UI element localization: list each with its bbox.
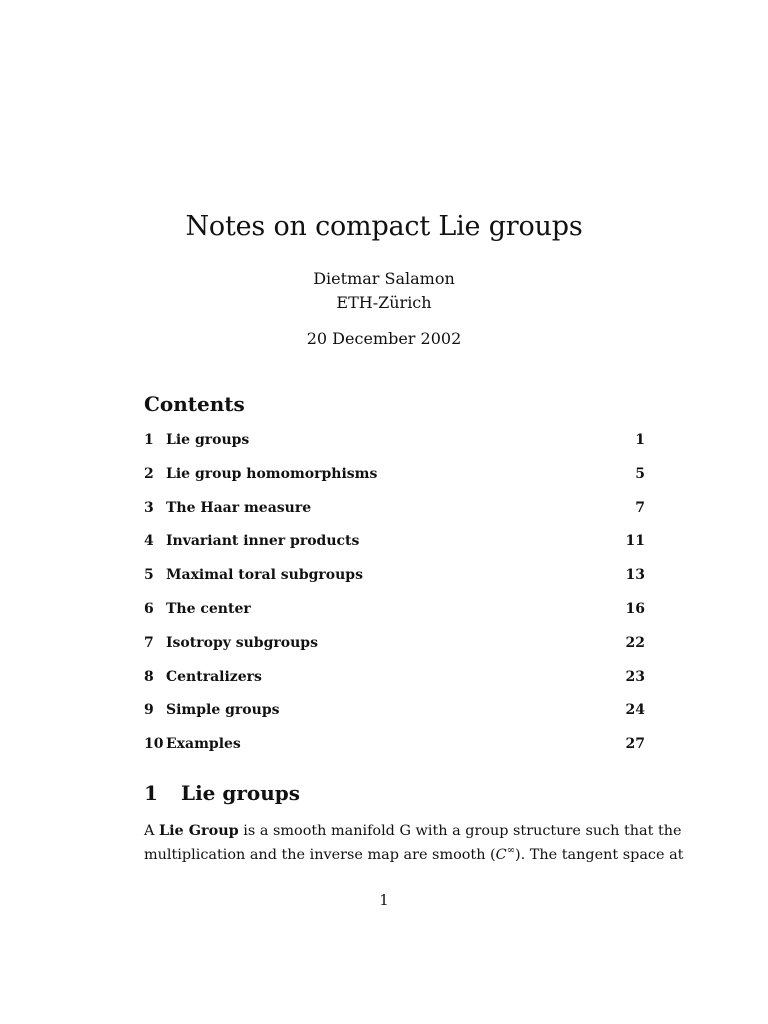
body-paragraph bbox=[144, 821, 684, 865]
toc-entry-number: 5 bbox=[144, 567, 154, 583]
toc-entry-page: 7 bbox=[635, 500, 645, 516]
document-date: 20 December 2002 bbox=[306, 329, 462, 348]
toc-entry-title: Centralizers bbox=[166, 669, 262, 685]
toc-entry-number: 3 bbox=[144, 500, 154, 516]
toc-entry-title: Isotropy subgroups bbox=[166, 635, 318, 651]
section-heading bbox=[144, 781, 300, 805]
defined-term: Lie Group bbox=[158, 822, 239, 839]
document-title: Notes on compact Lie groups bbox=[185, 211, 583, 242]
toc-entry[interactable] bbox=[144, 567, 645, 587]
toc-entry[interactable] bbox=[144, 432, 645, 452]
toc-entry-title: Lie group homomorphisms bbox=[166, 466, 378, 482]
author-name: Dietmar Salamon bbox=[313, 269, 455, 288]
toc-entry-title: Examples bbox=[166, 736, 241, 752]
toc-entry[interactable] bbox=[144, 702, 645, 722]
toc-entry-page: 1 bbox=[635, 432, 645, 448]
math-superscript: ∞ bbox=[506, 845, 516, 856]
toc-entry[interactable] bbox=[144, 466, 645, 486]
toc-entry-number: 7 bbox=[144, 635, 154, 651]
toc-entry-number: 1 bbox=[144, 432, 154, 448]
math-symbol: C bbox=[495, 846, 507, 863]
section-number: 1 bbox=[144, 781, 158, 805]
toc-entry-page: 22 bbox=[625, 635, 645, 651]
text-run: multiplication and the inverse map are smooth ( bbox=[144, 846, 496, 863]
toc-entry-number: 4 bbox=[144, 533, 154, 549]
toc-entry-number: 9 bbox=[144, 702, 154, 718]
page-number: 1 bbox=[379, 891, 389, 909]
paragraph-line bbox=[144, 821, 682, 841]
toc-entry-page: 27 bbox=[625, 736, 645, 752]
contents-heading: Contents bbox=[144, 392, 245, 416]
toc-entry-title: The Haar measure bbox=[166, 500, 312, 516]
text-run: ). The tangent space at bbox=[515, 846, 684, 863]
text-run: is a smooth manifold G with a group structure such that the bbox=[238, 823, 682, 839]
toc-entry-title: Maximal toral subgroups bbox=[166, 567, 363, 583]
toc-entry[interactable] bbox=[144, 601, 645, 621]
toc-entry-number: 10 bbox=[144, 736, 164, 752]
toc-entry-page: 16 bbox=[625, 601, 645, 617]
toc-entry[interactable] bbox=[144, 635, 645, 655]
section-title: Lie groups bbox=[181, 781, 300, 805]
toc-entry-title: The center bbox=[166, 601, 251, 617]
toc-entry[interactable] bbox=[144, 736, 645, 756]
toc-entry-page: 23 bbox=[625, 669, 645, 685]
text-run: A bbox=[144, 823, 159, 839]
toc-entry-title: Simple groups bbox=[166, 702, 280, 718]
toc-entry-number: 2 bbox=[144, 466, 154, 482]
toc-entry-page: 13 bbox=[625, 567, 645, 583]
toc-entry-number: 6 bbox=[144, 601, 154, 617]
toc-entry-number: 8 bbox=[144, 669, 154, 685]
toc-entry-title: Lie groups bbox=[166, 432, 250, 448]
toc-entry[interactable] bbox=[144, 500, 645, 520]
paragraph-line bbox=[144, 841, 684, 865]
toc-entry-page: 24 bbox=[625, 702, 645, 718]
toc-entry[interactable] bbox=[144, 669, 645, 689]
author-affiliation: ETH-Zürich bbox=[336, 293, 432, 312]
toc-entry-page: 11 bbox=[625, 533, 645, 549]
toc-entry[interactable] bbox=[144, 533, 645, 553]
toc-entry-title: Invariant inner products bbox=[166, 533, 360, 549]
toc-entry-page: 5 bbox=[635, 466, 645, 482]
